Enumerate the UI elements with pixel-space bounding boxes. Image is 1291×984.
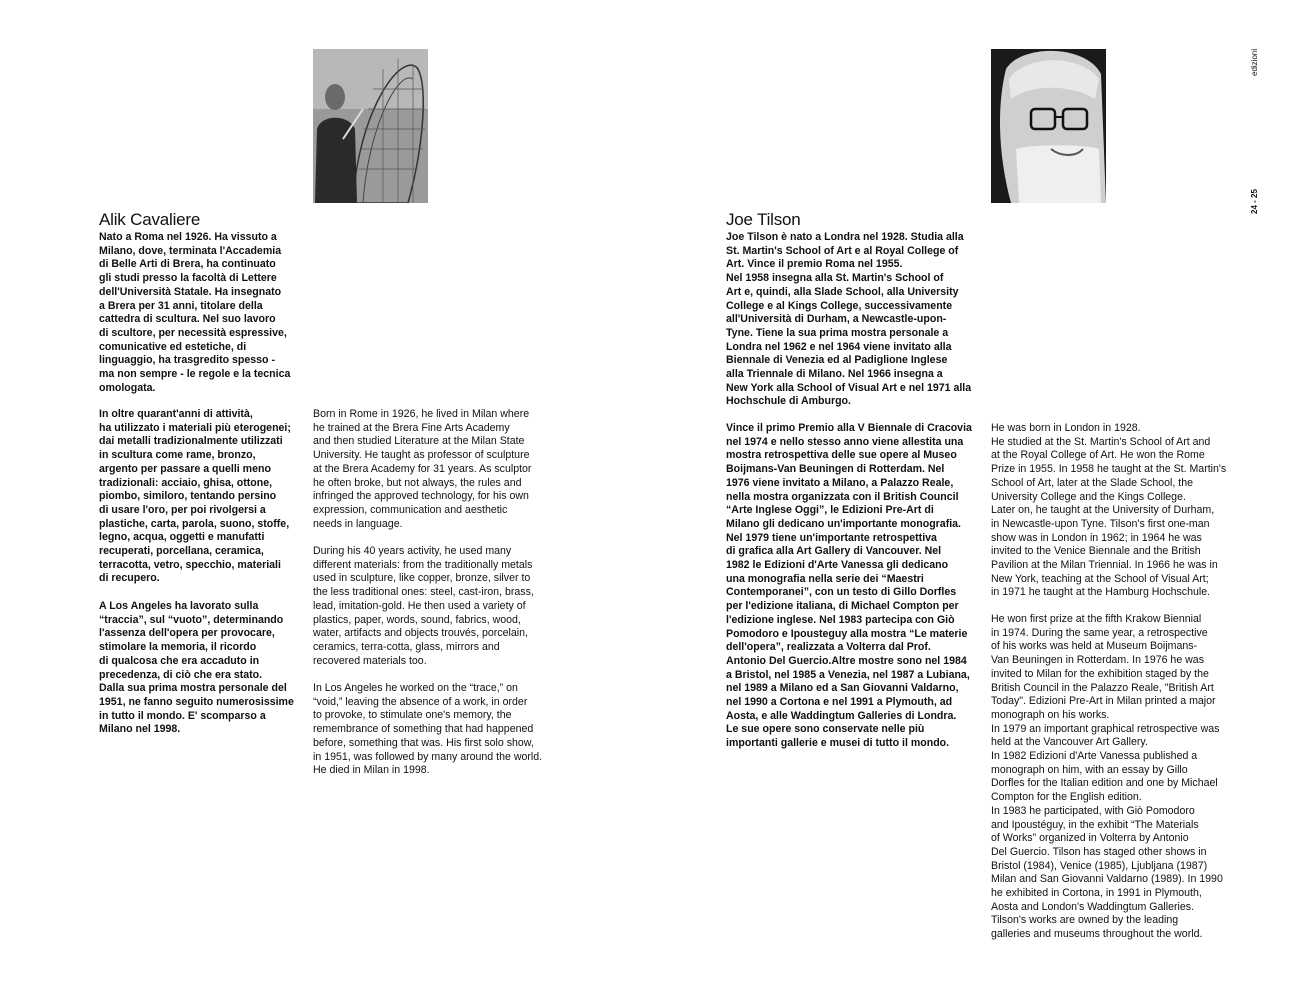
- tilson-bio-en-1: He was born in London in 1928. He studied at the St. Martin's School of Art and at the Royal College of Art. He won the Rome Prize in 1955. In 1958 he taught at the St. Martin's School of Art, later at the Slade School, the University College and the Kings College. Later on, he taught at the University of Durham, in Newcastle-upon Tyne. Tilson's first one-man show was in London in 1962; in 1964 he was invited to the Venice Biennale and the British Pavilion at the Milan Triennial. In 1966 he was in New York, teaching at the School of Visual Art; in 1971 he taught at the Hamburg Hochschule.: [991, 422, 1227, 599]
- tilson-bio-it-1: Joe Tilson è nato a Londra nel 1928. Studia alla St. Martin's School of Art e al Royal College of Art. Vince il premio Roma nel 1955. Nel 1958 insegna alla St. Martin's School of Art e, quindi, alla Slade School, alla University College e al Kings College, successivamente all'Università di Durham, a Newcastle-upon- Tyne. Tiene la sua prima mostra personale a Londra nel 1962 e nel 1964 viene invitato alla Biennale di Venezia ed al Padiglione Inglese alla Triennale di Milano. Nel 1966 insegna a New York alla School of Visual Art e nel 1971 alla Hochschule di Amburgo.: [726, 231, 972, 408]
- cavaliere-bio-it-3: A Los Angeles ha lavorato sulla “traccia”, sul “vuoto”, determinando l'assenza dell'opera per provocare, stimolare la memoria, il ricordo di qualcosa che era accaduto in precedenza, di ciò che era stato. Dalla sua prima mostra personale del 1951, ne fanno seguito numerosissime in tutto il mondo. E' scomparso a Milano nel 1998.: [99, 600, 294, 736]
- cavaliere-name: Alik Cavaliere: [99, 210, 201, 229]
- cavaliere-bio-it-2: In oltre quarant'anni di attività, ha utilizzato i materiali più eterogenei; dai metalli tradizionalmente utilizzati in scultura come rame, bronzo, argento per passare a quelli meno tradizionali: acciaio, ghisa, ottone, piombo, similoro, tentando persino di usare l'oro, per poi rivolgersi a plastiche, carta, parola, suono, stoffe, legno, acqua, oggetti e manufatti recuperati, porcellana, ceramica, terracotta, vetro, specchio, materiali di recupero.: [99, 408, 291, 585]
- cavaliere-bio-en-3: In Los Angeles he worked on the “trace,” on “void,” leaving the absence of a work, in order to provoke, to stimulate one's memory, the remembrance of something that had happened before, something that was. His first solo show, in 1951, was followed by many around the world. He died in Milan in 1998.: [313, 682, 543, 777]
- page-numbers: 24 - 25: [1250, 189, 1259, 214]
- cavaliere-photo: [313, 49, 428, 203]
- tilson-bio-it-2: Vince il primo Premio alla V Biennale di Cracovia nel 1974 e nello stesso anno viene allestita una mostra retrospettiva delle sue opere al Museo Boijmans-Van Beuningen di Rotterdam. Nel 1976 viene invitato a Milano, a Palazzo Reale, nella mostra organizzata con il British Council “Arte Inglese Oggi”, le Edizioni Pre-Art di Milano gli dedicano un'importante monografia. Nel 1979 tiene un'importante retrospettiva di grafica alla Art Gallery di Vancouver. Nel 1982 le Edizioni d'Arte Vanessa gli dedicano una monografia nella serie dei “Maestri Contemporanei”, con un testo di Gillo Dorfles per l'edizione italiana, di Michael Compton per l'edizione inglese. Nel 1983 partecipa con Giò Pomodoro e Ipousteguy alla mostra “Le materie dell'opera”, realizzata a Volterra dal Prof. Antonio Del Guercio.Altre mostre sono nel 1984 a Bristol, nel 1985 a Venezia, nel 1987 a Lubiana, nel 1989 a Milano ed a San Giovanni Valdarno, nel 1990 a Cortona e nel 1991 a Plymouth, ad Aosta, e alle Waddingtum Galleries di Londra. Le sue opere sono conservate nelle più importanti gallerie e musei di tutto il mondo.: [726, 422, 972, 750]
- cavaliere-bio-it-1: Nato a Roma nel 1926. Ha vissuto a Milano, dove, terminata l'Accademia di Belle Arti di Brera, ha continuato gli studi presso la facoltà di Lettere dell'Università Statale. Ha insegnato a Brera per 31 anni, titolare della cattedra di scultura. Nel suo lavoro di scultore, per necessità espressive, comunicative ed estetiche, di linguaggio, ha trasgredito spesso - ma non sempre - le regole e la tecnica omologata.: [99, 231, 291, 394]
- brand-label: edizioni: [1250, 48, 1259, 76]
- cavaliere-bio-en-1: Born in Rome in 1926, he lived in Milan where he trained at the Brera Fine Arts Academy and then studied Literature at the Milan State University. He taught as professor of sculpture at the Brera Academy for 31 years. As sculptor he often broke, but not always, the rules and infringed the approved technology, for his own expression, communication and aesthetic needs in language.: [313, 408, 532, 530]
- tilson-photo: [991, 49, 1106, 203]
- tilson-bio-en-2: He won first prize at the fifth Krakow Biennial in 1974. During the same year, a retrospective of his works was held at Museum Boijmans- Van Beuningen in Rotterdam. In 1976 he was invited to Milan for the exhibition staged by the British Council in the Palazzo Reale, "British Art Today". Edizioni Pre-Art in Milan printed a major monograph on his works. In 1979 an important graphical retrospective was held at the Vancouver Art Gallery. In 1982 Edizioni d'Arte Vanessa published a monograph on him, with an essay by Gillo Dorfles for the Italian edition and one by Michael Compton for the English edition. In 1983 he participated, with Giò Pomodoro and Ipoustéguy, in the exhibit “The Materials of Works” organized in Volterra by Antonio Del Guercio. Tilson has staged other shows in Bristol (1984), Venice (1985), Ljubljana (1987) Milan and San Giovanni Valdarno (1989). In 1990 he exhibited in Cortona, in 1991 in Plymouth, Aosta and London's Waddingtum Galleries. Tilson's works are owned by the leading galleries and museums throughout the world.: [991, 613, 1223, 941]
- cavaliere-bio-en-2: During his 40 years activity, he used many different materials: from the traditionally metals used in sculpture, like copper, bronze, silver to the less traditional ones: steel, cast-iron, brass, lead, imitation-gold. He then used a variety of plastics, paper, words, sound, fabrics, wood, water, artifacts and objects trouvés, porcelain, ceramics, terra-cotta, glass, mirrors and recovered materials too.: [313, 545, 534, 667]
- tilson-name: Joe Tilson: [726, 210, 801, 229]
